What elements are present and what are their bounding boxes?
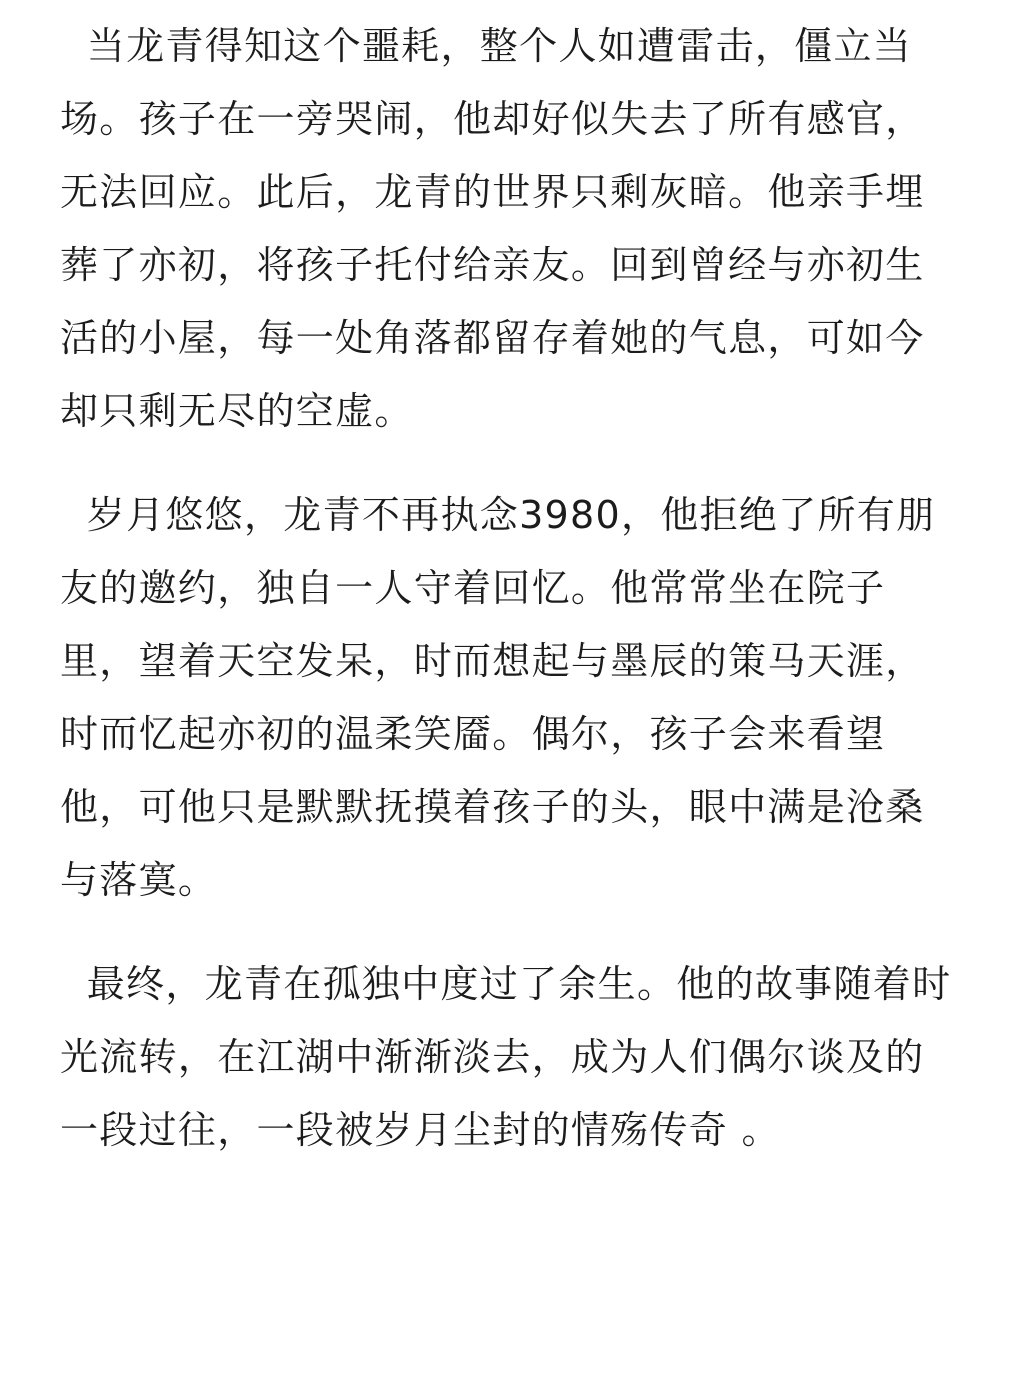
paragraph-3: 最终，龙青在孤独中度过了余生。他的故事随着时光流转，在江湖中渐渐淡去，成为人们偶尔谈及的一段过往，一段被岁月尘封的情殇传奇 。: [60, 962, 952, 1152]
paragraph-1: 当龙青得知这个噩耗，整个人如遭雷击，僵立当场。孩子在一旁哭闹，他却好似失去了所有感官，无法回应。此后，龙青的世界只剩灰暗。他亲手埋葬了亦初，将孩子托付给亲友。回到曾经与亦初生活的小屋，每一处角落都留存着她的气息，可如今却只剩无尽的空虚。: [60, 24, 925, 433]
paragraph-2: 岁月悠悠，龙青不再执念3980，他拒绝了所有朋友的邀约，独自一人守着回忆。他常常坐在院子里，望着天空发呆，时而想起与墨辰的策马天涯，时而忆起亦初的温柔笑靥。偶尔，孩子会来看望他，可他只是默默抚摸着孩子的头，眼中满是沧桑与落寞。: [60, 493, 936, 902]
article-body: [60, 10, 960, 1167]
